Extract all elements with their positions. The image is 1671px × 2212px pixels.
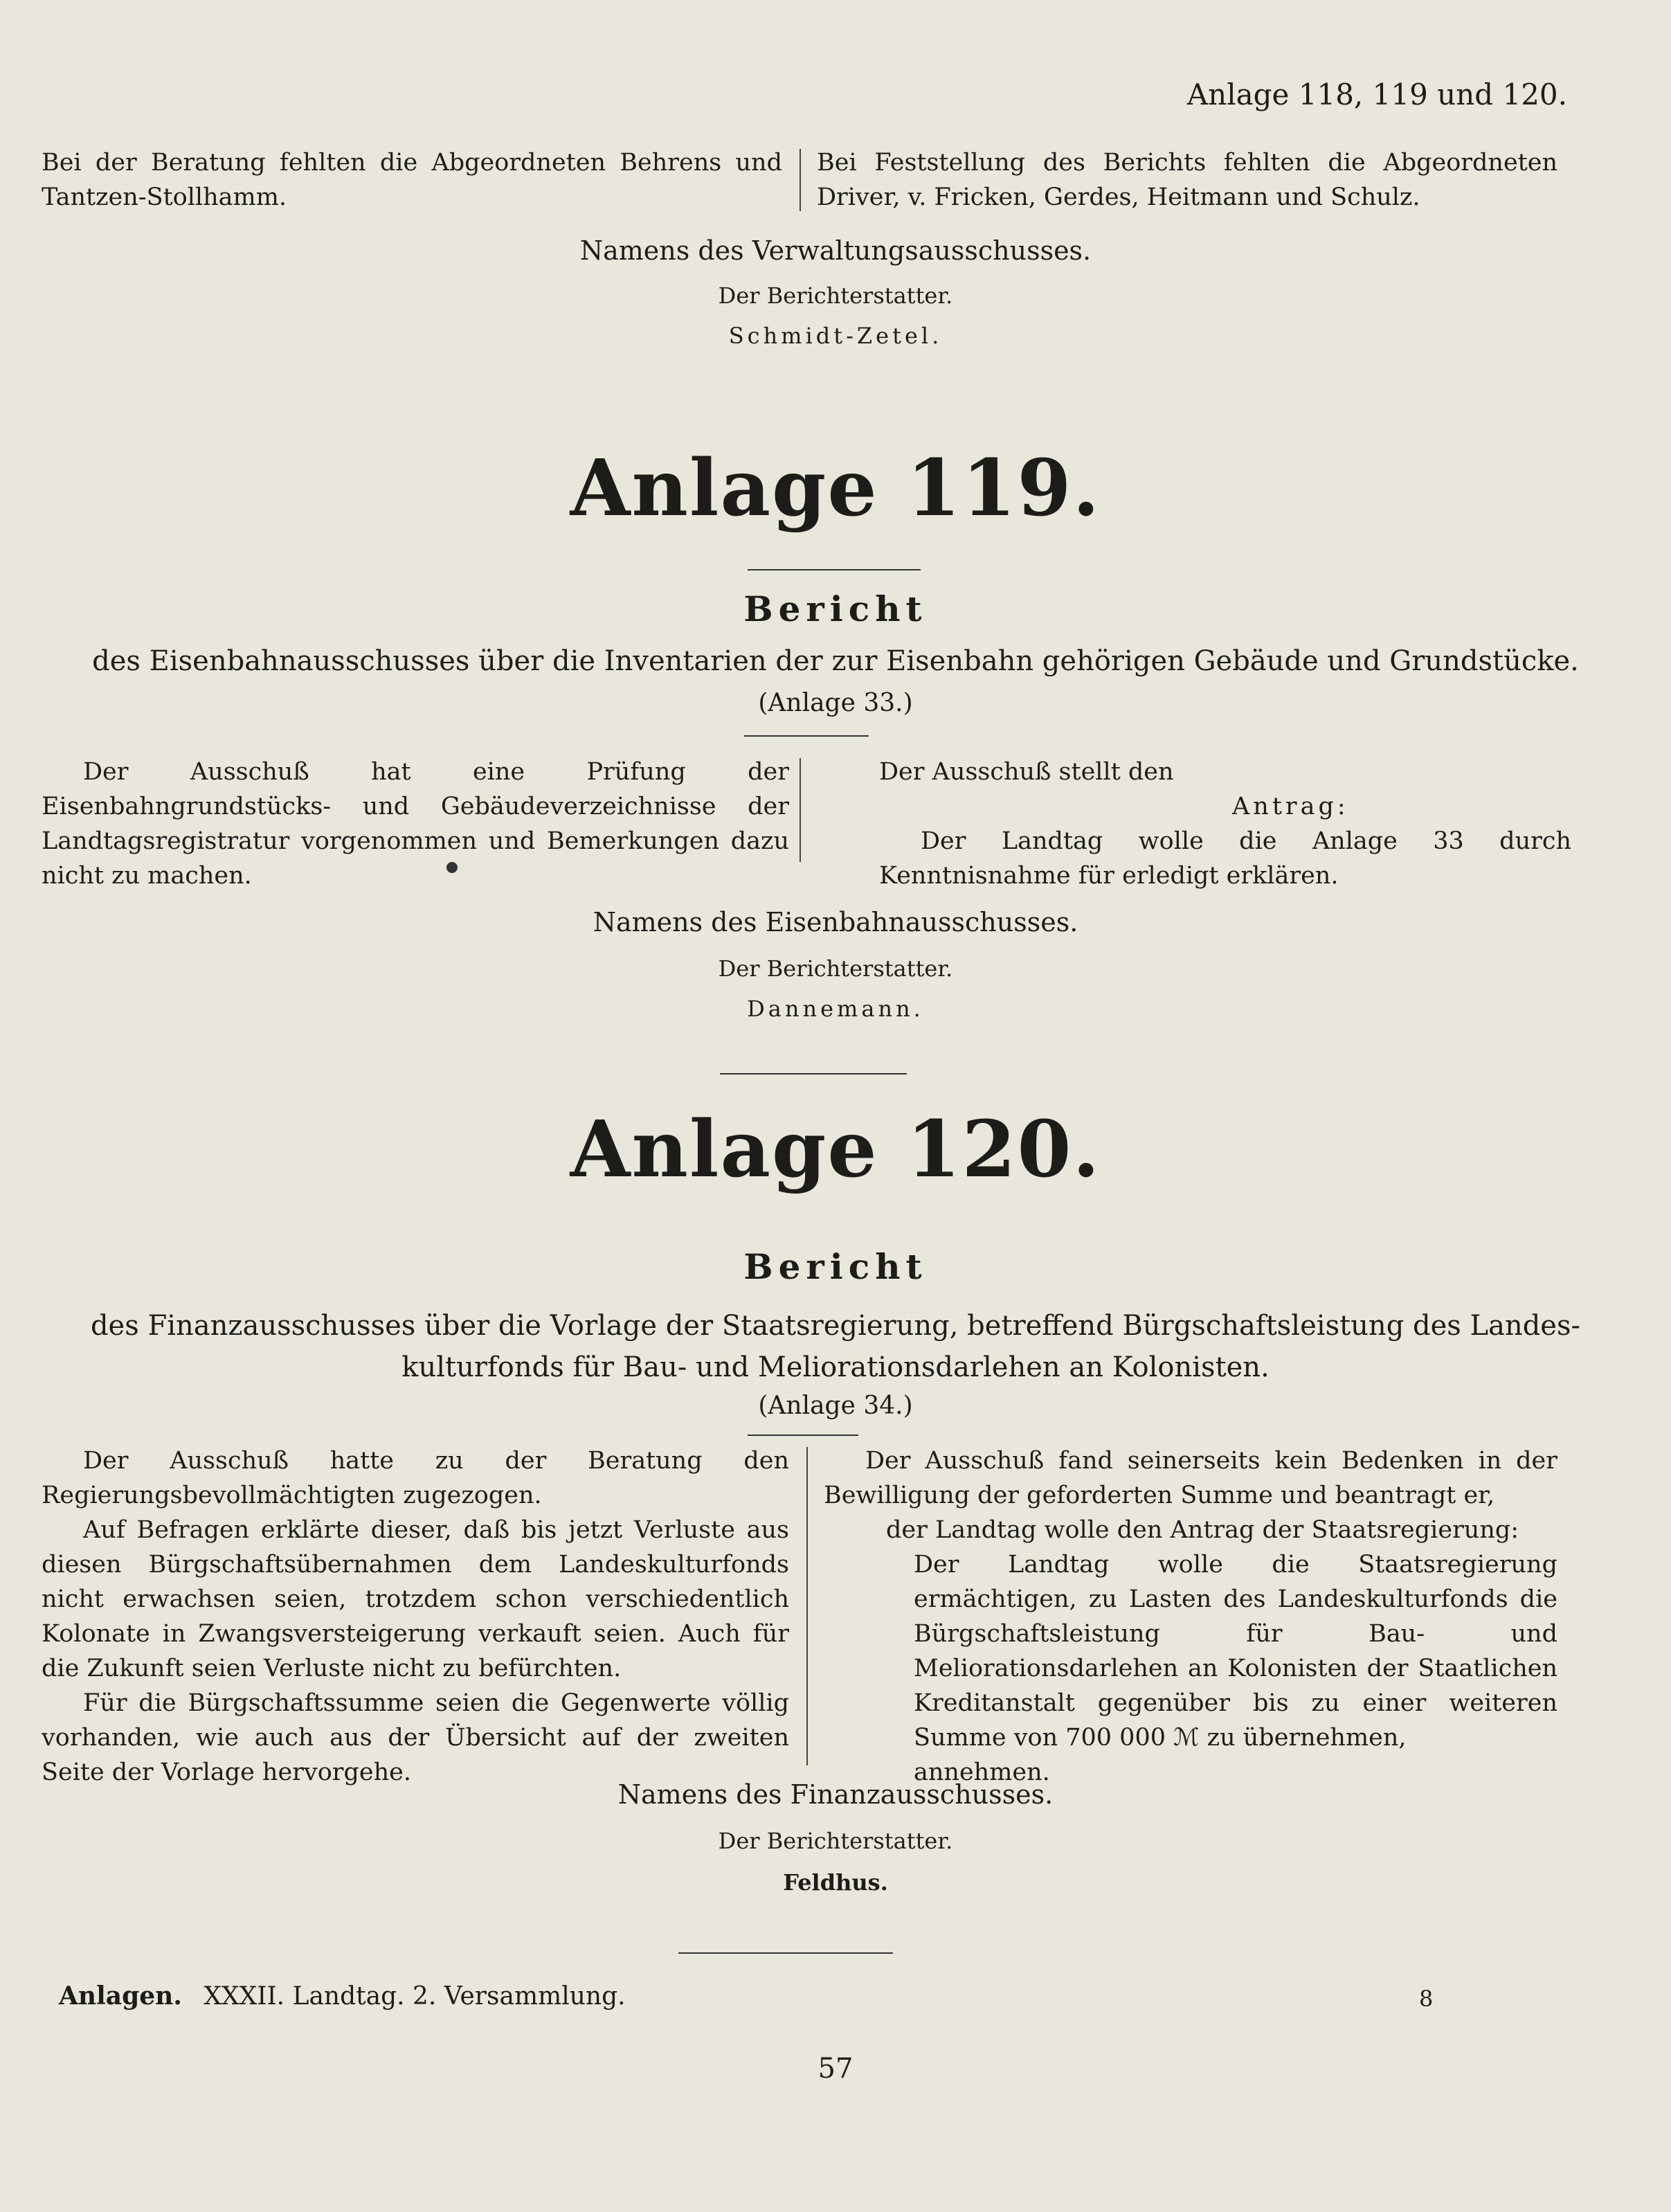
- annex119-motion-body: Der Landtag wolle die Anlage 33 durch Kenntnisnahme für erledigt erklären.: [879, 827, 1571, 890]
- footer-series: [59, 1981, 626, 2011]
- annex120-left-paragraph-3: Für die Bürgschaftssumme seien die Gegenwerte völlig vorhanden, wie auch aus der Übersicht auf der zweiten Seite der Vorlage hervorgehe.: [42, 1689, 789, 1786]
- running-header: Anlage 118, 119 und 120.: [1186, 78, 1567, 111]
- section-separator: [720, 1073, 907, 1074]
- annex120-right-paragraph-2: der Landtag wolle den Antrag der Staatsregierung:: [886, 1516, 1519, 1544]
- annex119-committee: Namens des Eisenbahnausschusses.: [593, 907, 1078, 937]
- annex120-committee: Namens des Finanzausschusses.: [617, 1779, 1054, 1810]
- annex118-reporter-name: Schmidt-Zetel.: [728, 323, 943, 349]
- annex119-reporter-label: Der Berichterstatter.: [718, 955, 953, 982]
- ink-dot: [446, 862, 458, 873]
- column-divider: [800, 149, 801, 211]
- annex119-ref: (Anlage 33.): [758, 689, 913, 717]
- column-divider: [800, 758, 801, 862]
- section-rule: [748, 1435, 858, 1436]
- annex120-left-paragraph-2: Auf Befragen erklärte dieser, daß bis jetzt Verluste aus diesen Bürgschaftsübernahmen dem Landeskulturfonds nicht erwachsen seien, trotzdem schon verschiedentlich Kolonate in Zwangsversteigerung verkauft seien. Auch für die Zukunft seien Verluste nicht zu befürchten.: [42, 1516, 789, 1682]
- footer-series-label: Anlagen.: [59, 1981, 182, 2011]
- annex120-heading: Bericht: [743, 1246, 928, 1287]
- column-divider: [806, 1447, 808, 1765]
- page-number: 57: [818, 2053, 853, 2085]
- annex120-right-paragraph-3: Der Landtag wolle die Staatsregierung ermächtigen, zu Lasten des Landeskulturfonds die Bürgschaftsleistung für Bau- und Meliorationsdarlehen an Kolonisten der Staatlichen Kreditanstalt gegenüber bis zu einer weiteren Summe von 700 000 ℳ zu übernehmen,: [914, 1551, 1557, 1752]
- annex119-reporter-name: Dannemann.: [747, 996, 924, 1022]
- annex118-report-absent-note: Bei Feststellung des Berichts fehlten die Abgeordneten Driver, v. Fricken, Gerdes, Heitmann und Schulz.: [817, 149, 1557, 211]
- annex118-absent-note: Bei der Beratung fehlten die Abgeordneten Behrens und Tantzen-Stollhamm.: [42, 149, 782, 211]
- annex120-subtitle-line2: kulturfonds für Bau- und Meliorationsdarlehen an Kolonisten.: [401, 1351, 1270, 1383]
- footer-series-detail: XXXII. Landtag. 2. Versammlung.: [204, 1982, 626, 2011]
- annex120-right-paragraph-4: annehmen.: [914, 1759, 1050, 1786]
- annex120-right-paragraph-1: Der Ausschuß fand seinerseits kein Bedenken in der Bewilligung der geforderten Summe und beantragt er,: [824, 1447, 1557, 1509]
- annex119-findings: Der Ausschuß hat eine Prüfung der Eisenbahngrundstücks- und Gebäudeverzeichnisse der Landtagsregistratur vorgenommen und Bemerkungen dazu nicht zu machen.: [42, 758, 789, 890]
- annex120-left-paragraph-1: Der Ausschuß hatte zu der Beratung den Regierungsbevollmächtigten zugezogen.: [42, 1447, 789, 1509]
- signature-mark: 8: [1419, 1986, 1434, 2012]
- annex120-left-column: [42, 1444, 789, 1790]
- annex120-reporter-name: Feldhus.: [783, 1869, 888, 1896]
- annex119-motion-label: Antrag:: [1232, 793, 1349, 820]
- annex119-heading: Bericht: [743, 588, 928, 629]
- annex120-ref: (Anlage 34.): [758, 1392, 913, 1420]
- annex120-reporter-label: Der Berichterstatter.: [718, 1828, 953, 1854]
- title-rule: [748, 569, 921, 570]
- annex120-right-column: [824, 1444, 1557, 1790]
- annex120-title: Anlage 120.: [570, 1104, 1101, 1195]
- annex120-subtitle-line1: des Finanzausschusses über die Vorlage der Staatsregierung, betreffend Bürgschaftsleistung des Landes-: [90, 1310, 1581, 1342]
- annex119-title: Anlage 119.: [570, 443, 1101, 534]
- annex118-committee: Namens des Verwaltungsausschusses.: [579, 235, 1092, 266]
- annex119-subtitle: des Eisenbahnausschusses über die Inventarien der zur Eisenbahn gehörigen Gebäude und Grundstücke.: [92, 645, 1579, 677]
- annex119-motion-intro: Der Ausschuß stellt den: [879, 758, 1174, 786]
- annex118-reporter-label: Der Berichterstatter.: [718, 282, 953, 309]
- section-rule: [744, 735, 869, 737]
- section-separator: [678, 1952, 893, 1954]
